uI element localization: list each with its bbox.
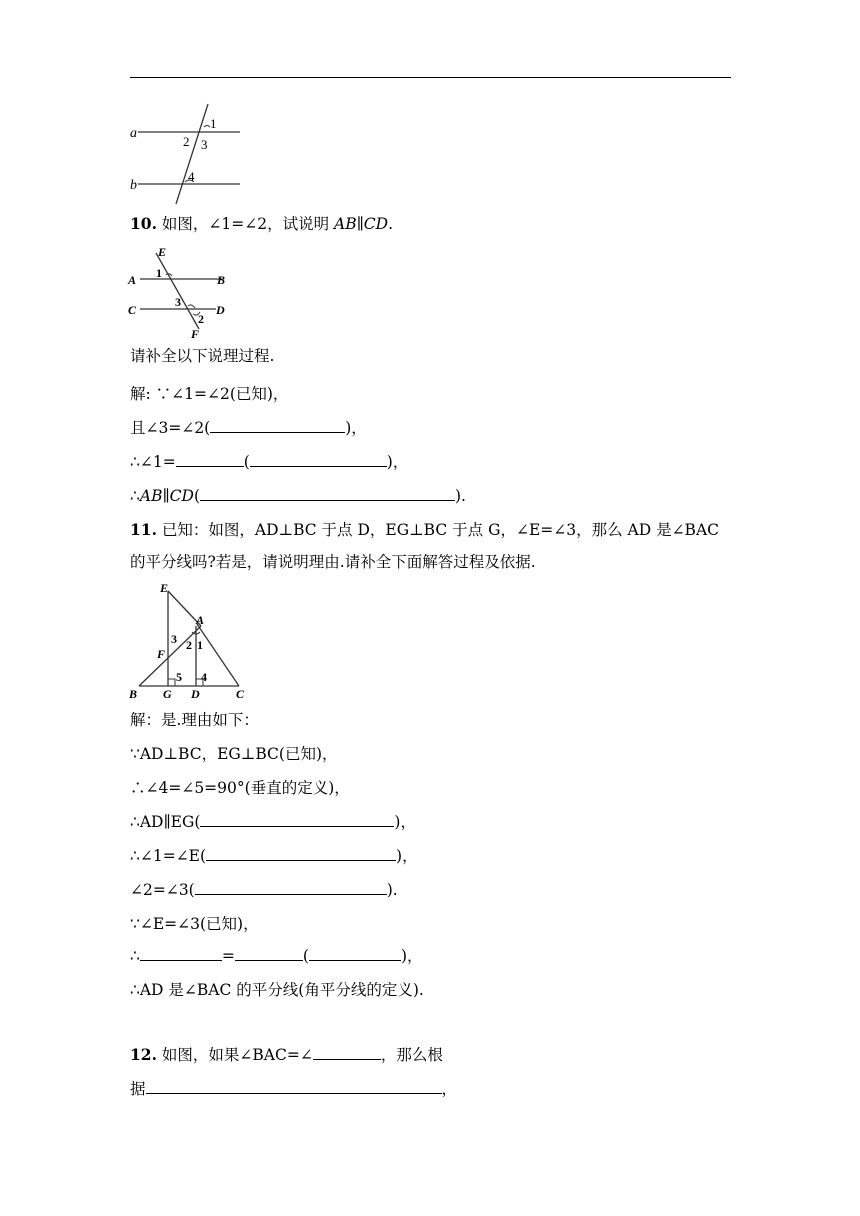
header-rule	[130, 77, 731, 78]
label-point-A: A	[196, 613, 205, 627]
q10-step-3: ∴∠1= ( )，	[130, 453, 409, 471]
label-angle-5: 5	[176, 670, 182, 684]
answer-blank[interactable]	[176, 452, 244, 467]
q10-instruction: 请补全以下说理过程.	[130, 347, 275, 365]
label-point-C: C	[236, 687, 245, 701]
q11-prompt-line-1: 11. 已知：如图，AD⊥BC 于点 D，EG⊥BC 于点 G，∠E=∠3，那么 AD 是∠BAC	[130, 520, 720, 539]
label-angle-1: 1	[156, 266, 162, 280]
label-point-E: E	[160, 581, 169, 595]
answer-blank[interactable]	[210, 418, 345, 433]
answer-blank[interactable]	[146, 1079, 442, 1094]
answer-blank[interactable]	[235, 946, 303, 961]
q11-step-5: ∠2=∠3( ).	[130, 881, 398, 899]
label-point-D: D	[191, 687, 200, 701]
label-line-a: a	[130, 126, 137, 141]
q11-prompt-line-2: 的平分线吗?若是，请说明理由.请补全下面解答过程及依据.	[130, 553, 536, 571]
figure-q10	[126, 243, 236, 341]
q10-step-1: 解: ∵∠1=∠2(已知)，	[130, 385, 289, 403]
label-angle-3: 3	[171, 632, 177, 646]
q12-prompt-line-1: 12. 如图，如果∠BAC=∠ ，那么根	[130, 1045, 443, 1064]
label-point-F: F	[157, 647, 166, 661]
label-point-B: B	[129, 687, 138, 701]
q10-prompt: 10. 如图，∠1=∠2，试说明 AB∥CD.	[130, 214, 394, 233]
q11-step-4: ∴∠1=∠E( )，	[130, 847, 418, 865]
answer-blank[interactable]	[140, 946, 222, 961]
label-angle-3: 3	[175, 295, 181, 309]
figure-parallel-lines-ab	[128, 100, 244, 206]
figure-q11	[126, 580, 256, 702]
label-angle-2: 2	[186, 638, 192, 652]
answer-blank[interactable]	[309, 946, 401, 961]
q11-step-3: ∴AD∥EG( )，	[130, 813, 416, 831]
answer-blank[interactable]	[206, 846, 396, 861]
label-angle-2: 2	[198, 312, 204, 326]
label-point-D: D	[216, 303, 225, 317]
label-point-B: B	[217, 273, 226, 287]
q11-step-1: ∵AD⊥BC，EG⊥BC(已知)，	[130, 745, 338, 763]
label-angle-4: 4	[188, 169, 195, 184]
label-point-F: F	[191, 327, 200, 341]
answer-blank[interactable]	[200, 486, 455, 501]
answer-blank[interactable]	[250, 452, 387, 467]
label-point-E: E	[158, 245, 167, 259]
label-point-G: G	[163, 687, 172, 701]
answer-blank[interactable]	[313, 1045, 381, 1060]
q11-step-7: ∴ = ( )，	[130, 947, 423, 965]
q11-answer-intro: 解：是.理由如下：	[130, 711, 259, 729]
q10-step-2: 且∠3=∠2( )，	[130, 419, 367, 437]
label-angle-2: 2	[183, 134, 190, 149]
label-angle-3: 3	[201, 137, 208, 152]
label-line-b: b	[130, 178, 137, 193]
q12-prompt-line-2: 据 ，	[130, 1080, 458, 1098]
label-angle-4: 4	[201, 670, 207, 684]
label-angle-1: 1	[197, 638, 203, 652]
answer-blank[interactable]	[200, 812, 394, 827]
q10-step-4: ∴AB∥CD( ).	[130, 487, 466, 505]
q11-step-2: ∴∠4=∠5=90°(垂直的定义)，	[130, 779, 350, 797]
label-angle-1: 1	[210, 116, 217, 131]
label-point-A: A	[128, 273, 137, 287]
label-point-C: C	[128, 303, 137, 317]
q11-step-6: ∵∠E=∠3(已知)，	[130, 915, 259, 933]
answer-blank[interactable]	[195, 880, 387, 895]
q11-conclusion: ∴AD 是∠BAC 的平分线(角平分线的定义).	[130, 981, 424, 999]
